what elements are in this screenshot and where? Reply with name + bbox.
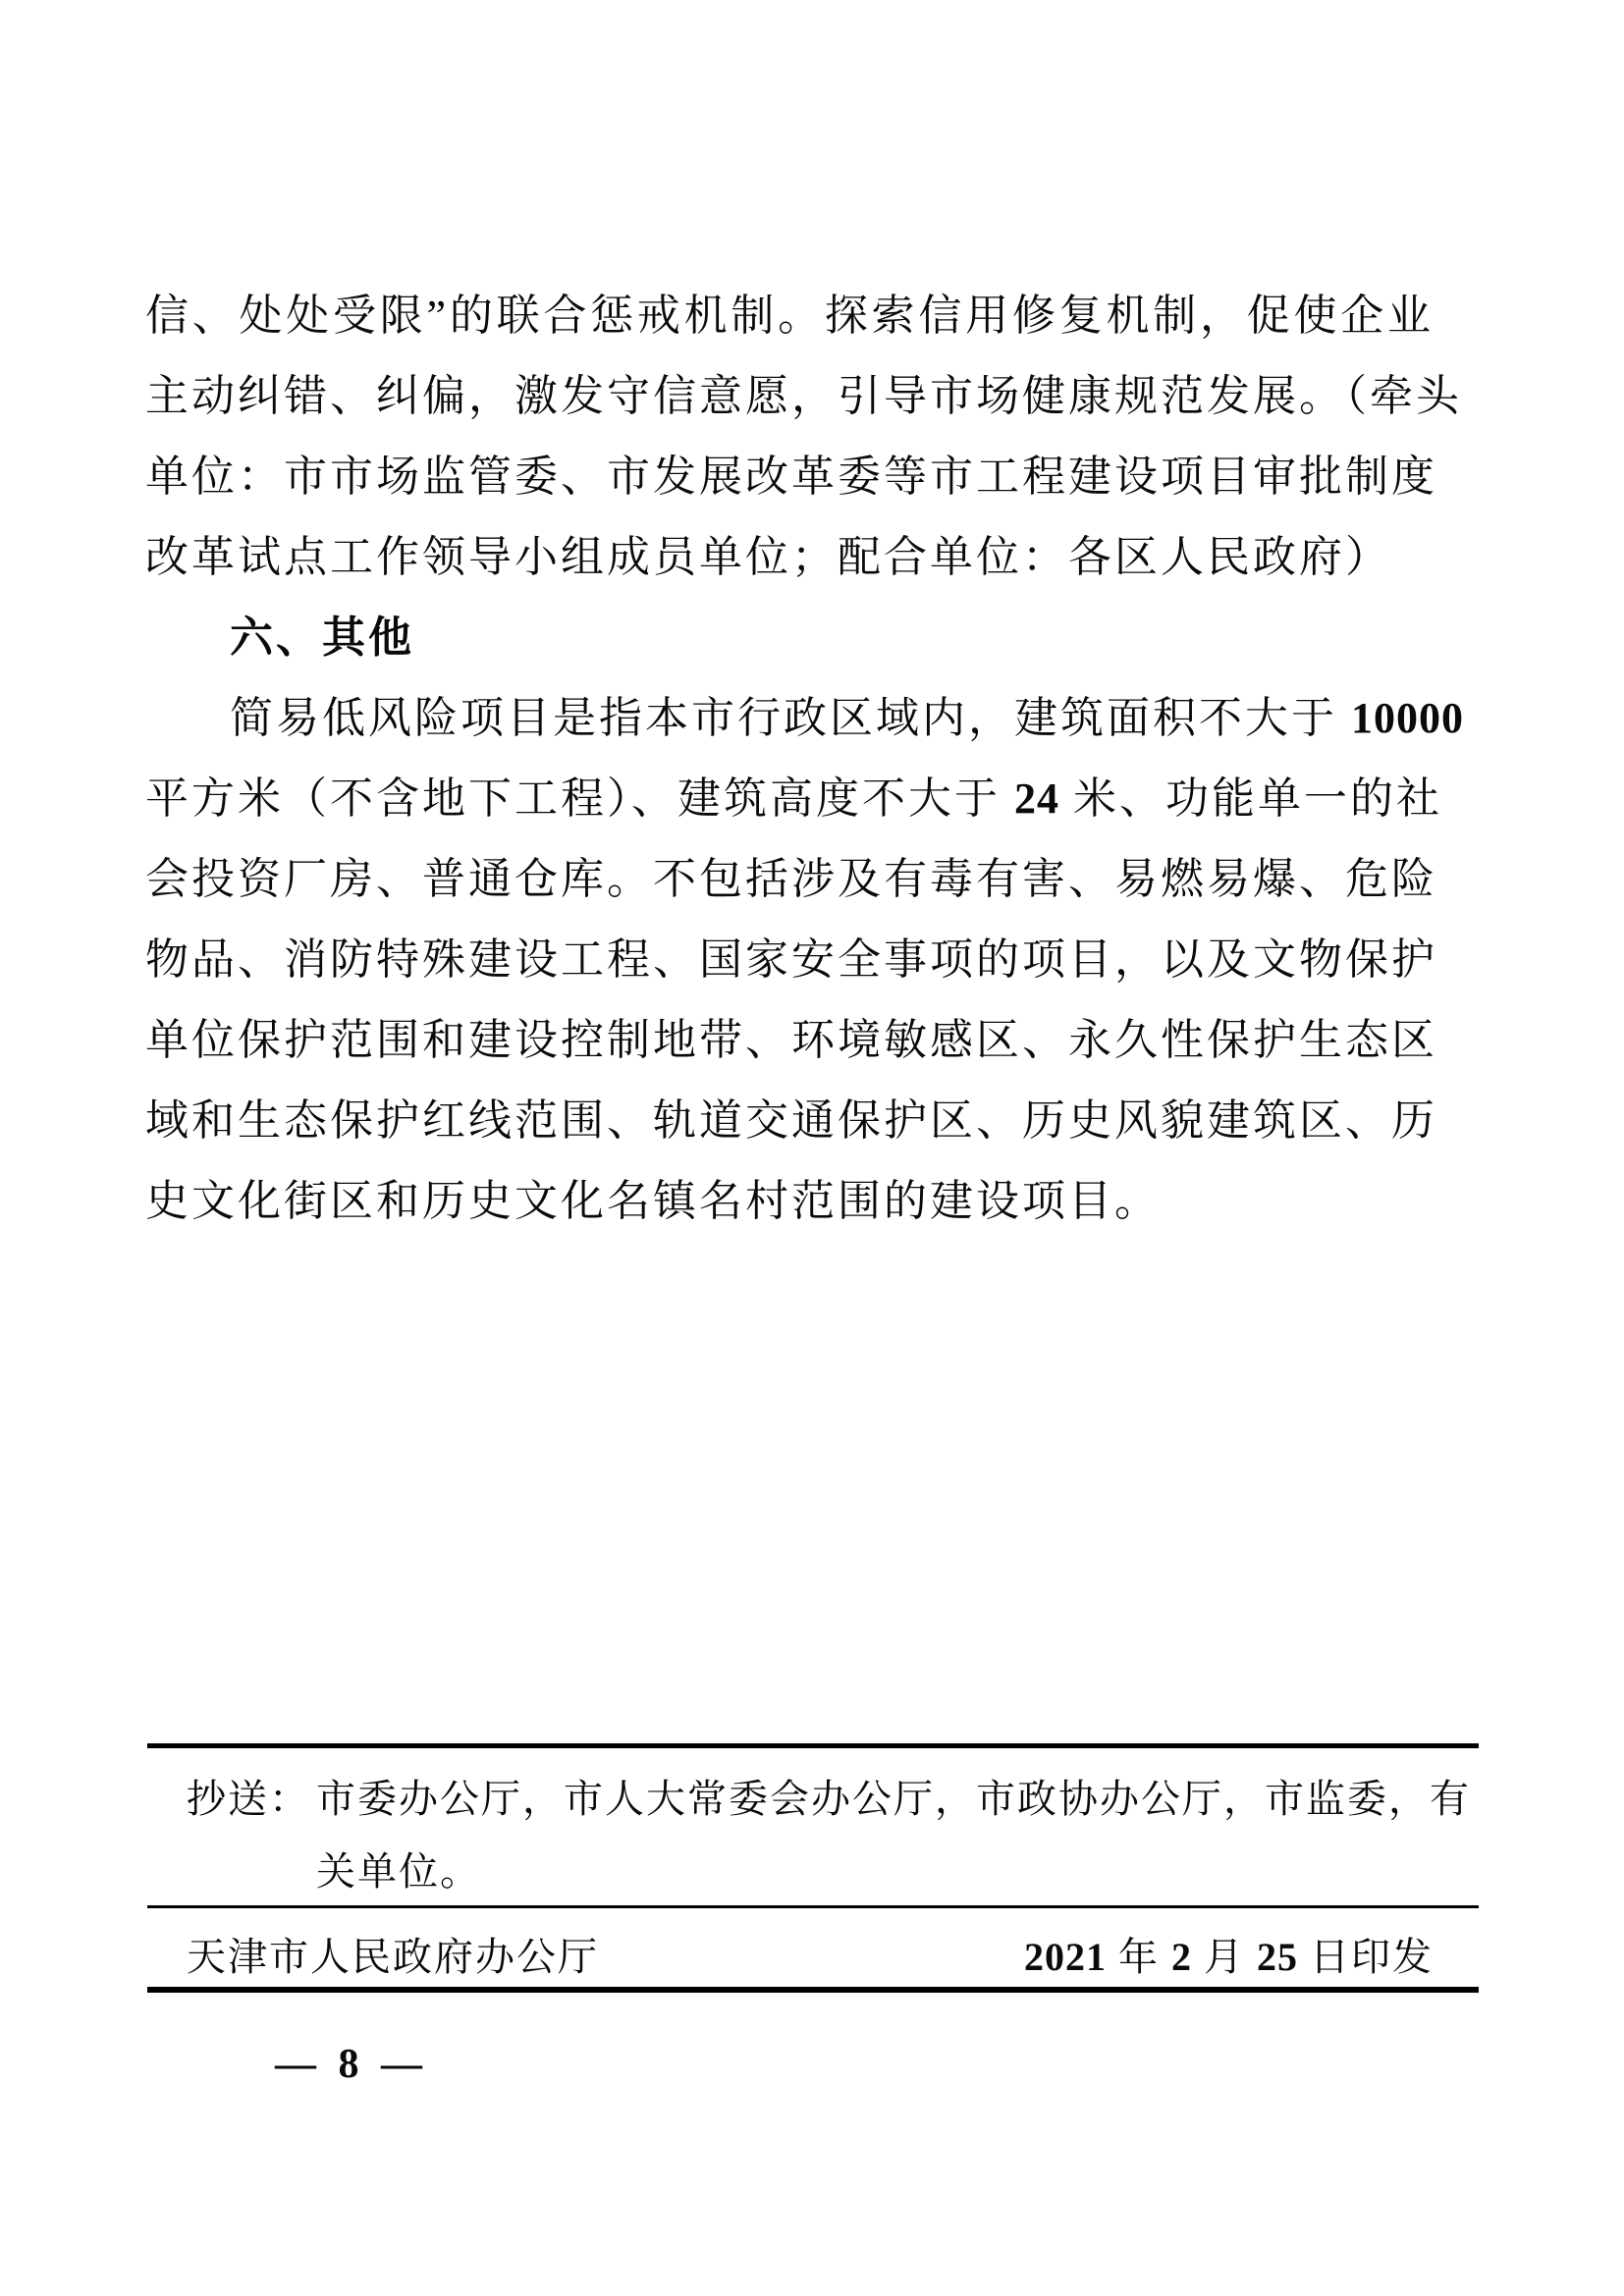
text-line: 史文化街区和历史文化名镇名村范围的建设项目。 [145,1177,1161,1225]
text-line: 平方米（不含地下工程）、建筑高度不大于 24 米、功能单一的社 [145,774,1442,823]
footer-middle-rule [147,1905,1479,1908]
text-line: 简易低风险项目是指本市行政区域内，建筑面积不大于 10000 [230,694,1464,742]
page-number: — 8 — [275,2042,428,2087]
copy-to-label: 抄送： [187,1777,310,1821]
document-body [145,276,1464,1242]
text-line: 单位保护范围和建设控制地带、环境敏感区、永久性保护生态区 [145,1016,1437,1064]
footer-bottom-rule [147,1987,1479,1993]
text-line: 物品、消防特殊建设工程、国家安全事项的项目，以及文物保护 [145,935,1437,984]
paragraph-continuation [145,276,1462,598]
section-heading-text: 六、其他 [230,614,414,662]
copy-to-content [316,1763,1471,1908]
copy-to-line2: 关单位。 [316,1849,481,1894]
copy-to-line1: 市委办公厅，市人大常委会办公厅，市政协办公厅，市监委，有 [316,1777,1471,1821]
text-line: 主动纠错、纠偏，激发守信意愿，引导市场健康规范发展。（牵头 [145,372,1462,420]
text-line: 会投资厂房、普通仓库。不包括涉及有毒有害、易燃易爆、危险 [145,855,1437,903]
text-line: 信、处处受限”的联合惩戒机制。探索信用修复机制，促使企业 [145,292,1434,340]
issue-row [187,1930,1434,1985]
print-date: 2021 年 2 月 25 日印发 [1024,1935,1434,1979]
copy-to-block [187,1763,1471,1908]
section-heading [145,598,1434,678]
text-line: 改革试点工作领导小组成员单位；配合单位：各区人民政府） [145,533,1391,581]
paragraph-other-definition [145,678,1464,1242]
text-line: 域和生态保护红线范围、轨道交通保护区、历史风貌建筑区、历 [145,1096,1437,1145]
issuing-office: 天津市人民政府办公厅 [187,1935,599,1979]
footer-top-rule [147,1743,1479,1748]
text-line: 单位：市市场监管委、市发展改革委等市工程建设项目审批制度 [145,453,1437,501]
